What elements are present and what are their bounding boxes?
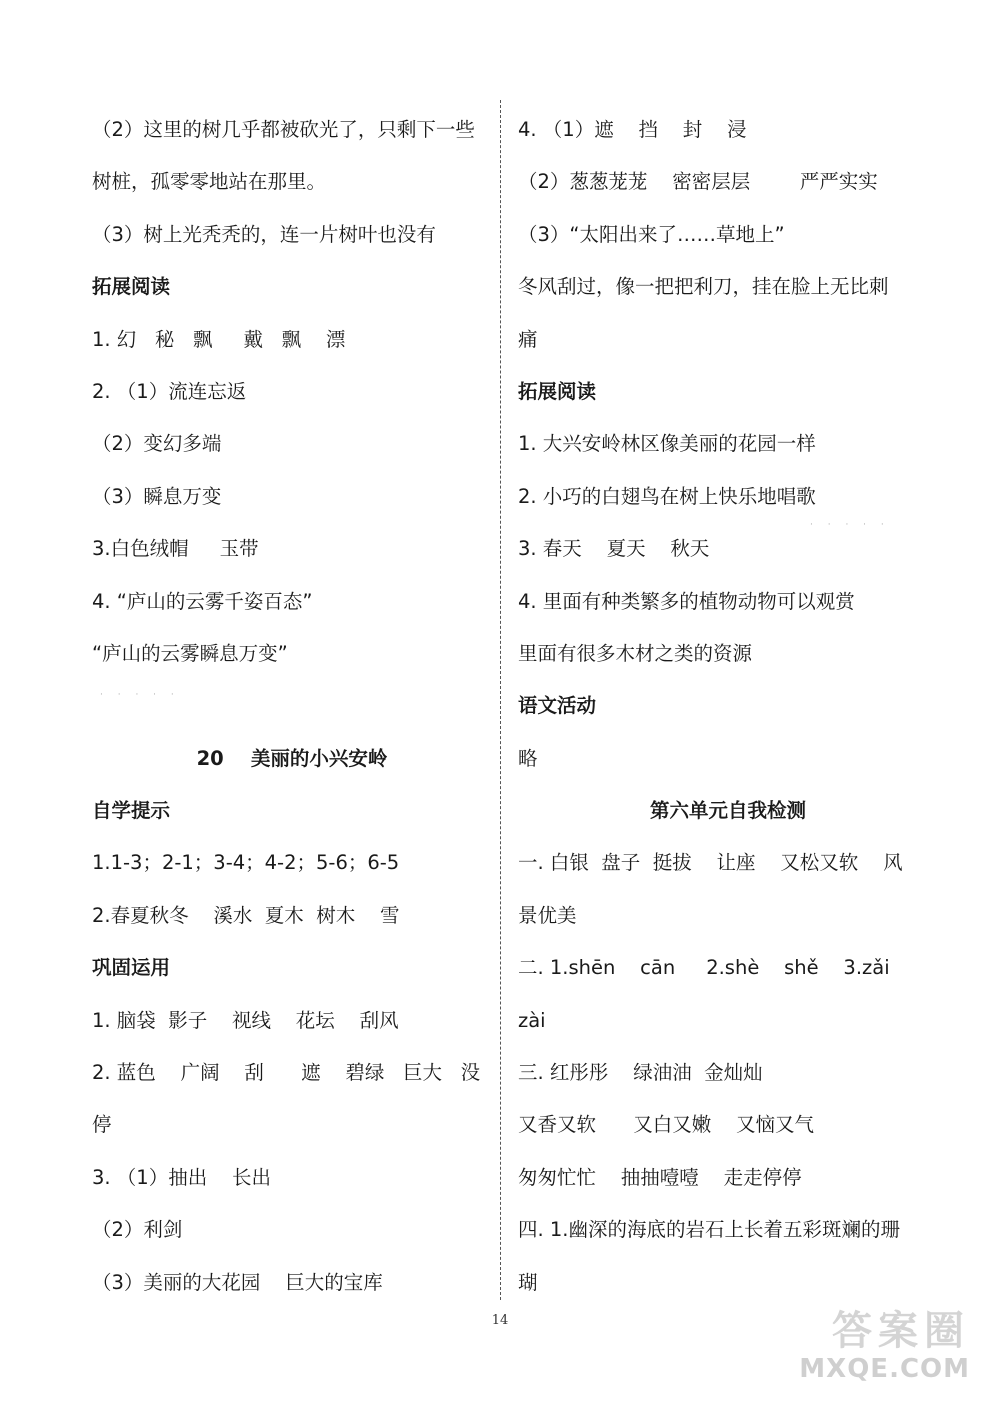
answer-line bbox=[92, 680, 492, 732]
answer-line: 略 bbox=[518, 746, 538, 770]
section-heading: 20 美丽的小兴安岭 bbox=[196, 746, 388, 770]
answer-line: 三. 红彤彤 绿油油 金灿灿 bbox=[518, 1061, 763, 1085]
scan-specks: · · · · · bbox=[100, 690, 180, 700]
watermark-logo bbox=[790, 1308, 970, 1400]
answer-line: 里面有很多木材之类的资源 bbox=[518, 641, 753, 665]
answer-line: 2. 蓝色 广阔 刮 遮 碧绿 巨大 没 bbox=[92, 1061, 481, 1085]
section-heading: 第六单元自我检测 bbox=[649, 799, 806, 823]
answer-line: 四. 1.幽深的海底的岩石上长着五彩斑斓的珊 bbox=[518, 1218, 901, 1242]
scan-specks: · · · · · bbox=[810, 520, 890, 530]
answer-line: 二. 1.shēn cān 2.shè shě 3.zǎi bbox=[518, 956, 890, 980]
answer-line: 4. 里面有种类繁多的植物动物可以观赏 bbox=[518, 589, 855, 613]
answer-line: 一. 白银 盘子 挺拔 让座 又松又软 风 bbox=[518, 851, 903, 875]
answer-line: 停 bbox=[92, 1113, 112, 1137]
page-number: 14 bbox=[491, 1313, 509, 1328]
answer-line: 瑚 bbox=[518, 1270, 538, 1294]
answer-line: 1. 大兴安岭林区像美丽的花园一样 bbox=[518, 432, 816, 456]
answer-line: （2）利剑 bbox=[92, 1218, 183, 1242]
answer-line: 2. （1）流连忘返 bbox=[92, 379, 247, 403]
section-heading: 拓展阅读 bbox=[518, 379, 597, 403]
left-column bbox=[92, 104, 492, 1309]
answer-line: （2）变幻多端 bbox=[92, 432, 222, 456]
answer-line: （3）树上光秃秃的，连一片树叶也没有 bbox=[92, 222, 436, 246]
answer-line: 痛 bbox=[518, 327, 538, 351]
answer-line: （2）这里的树几乎都被砍光了，只剩下一些 bbox=[92, 118, 475, 141]
answer-line: 冬风刮过，像一把把利刀，挂在脸上无比刺 bbox=[518, 275, 889, 299]
answer-line: 匆匆忙忙 抽抽噎噎 走走停停 bbox=[518, 1165, 802, 1189]
right-column bbox=[518, 104, 938, 1309]
answer-line: 又香又软 又白又嫩 又恼又气 bbox=[518, 1113, 814, 1137]
answer-line: 2. 小巧的白翅鸟在树上快乐地唱歌 bbox=[518, 484, 816, 508]
watermark-text-bottom: MXQE.COM bbox=[799, 1354, 970, 1384]
section-heading: 自学提示 bbox=[92, 799, 171, 823]
answer-line: zài bbox=[518, 1008, 546, 1032]
answer-line: 1. 幻 秘 飘 戴 飘 漂 bbox=[92, 327, 346, 351]
answer-line: （3）美丽的大花园 巨大的宝库 bbox=[92, 1270, 383, 1294]
answer-line: 3. 春天 夏天 秋天 bbox=[518, 537, 710, 561]
answer-line: （2）葱葱茏茏 密密层层 严严实实 bbox=[518, 170, 878, 194]
column-divider bbox=[500, 100, 501, 1300]
answer-line: （3）瞬息万变 bbox=[92, 484, 222, 508]
answer-line: 1. 脑袋 影子 视线 花坛 刮风 bbox=[92, 1008, 399, 1032]
answer-line: （3）“太阳出来了……草地上” bbox=[518, 222, 785, 246]
section-heading: 拓展阅读 bbox=[92, 275, 171, 299]
answer-line: 2.春夏秋冬 溪水 夏木 树木 雪 bbox=[92, 903, 400, 927]
answer-line: 3. （1）抽出 长出 bbox=[92, 1165, 272, 1189]
answer-line: 1.1-3；2-1；3-4；4-2；5-6；6-5 bbox=[92, 851, 400, 875]
answer-line: 树桩，孤零零地站在那里。 bbox=[92, 170, 327, 194]
watermark-text-top: 答案圈 bbox=[832, 1308, 970, 1354]
answer-line: 4. （1）遮 挡 封 浸 bbox=[518, 118, 747, 141]
answer-line: 3.白色绒帽 玉带 bbox=[92, 537, 259, 561]
section-heading: 语文活动 bbox=[518, 694, 597, 718]
answer-line: “庐山的云雾瞬息万变” bbox=[92, 641, 288, 665]
answer-line: 4. “庐山的云雾千姿百态” bbox=[92, 589, 313, 613]
answer-line: 景优美 bbox=[518, 903, 577, 927]
section-heading: 巩固运用 bbox=[92, 956, 171, 980]
